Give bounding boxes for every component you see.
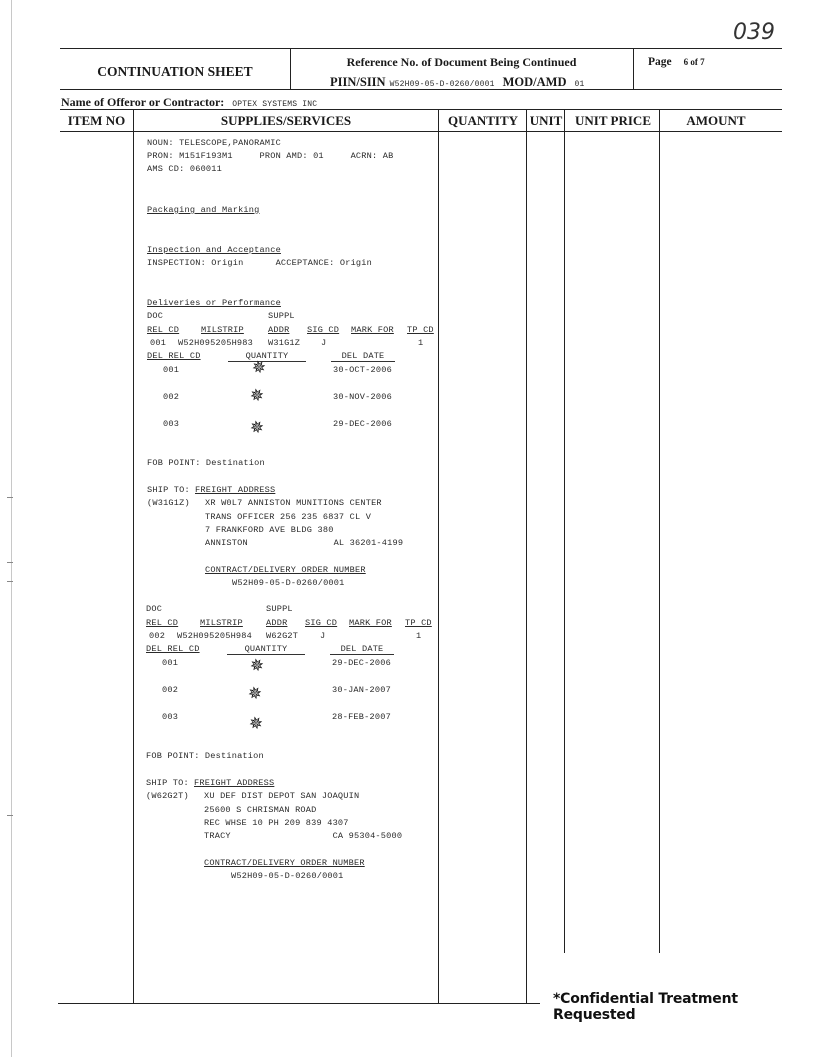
redacted-quantity-mark: ✵ bbox=[246, 682, 265, 706]
schedule-rel: 003 bbox=[162, 712, 179, 722]
handwritten-annotation: 039 bbox=[733, 20, 775, 45]
schedule-rel: 001 bbox=[162, 658, 179, 668]
address-line: 7 FRANKFORD AVE BLDG 380 bbox=[205, 525, 334, 535]
col-rule-item bbox=[133, 110, 134, 1003]
del-rel-cd-label: DEL REL CD bbox=[147, 351, 201, 361]
margin-tick bbox=[7, 581, 13, 582]
schedule-date: 30-OCT-2006 bbox=[333, 365, 392, 375]
scan-margin-rule bbox=[11, 0, 12, 1057]
tp-cd-label: TP CD bbox=[407, 325, 434, 335]
milstrip-label: MILSTRIP bbox=[200, 618, 243, 628]
addr-label: ADDR bbox=[268, 325, 290, 335]
address-line: 25600 S CHRISMAN ROAD bbox=[204, 805, 317, 815]
mod-label: MOD/AMD bbox=[502, 75, 567, 89]
col-item-no: ITEM NO bbox=[67, 113, 126, 128]
tp-cd-label: TP CD bbox=[405, 618, 432, 628]
quantity-label bbox=[228, 351, 306, 362]
schedule-date: 30-NOV-2006 bbox=[333, 392, 392, 402]
redacted-quantity-mark: ✵ bbox=[248, 416, 267, 440]
del-date-label-text: DEL DATE bbox=[340, 644, 384, 654]
fob-point: FOB POINT: Destination bbox=[146, 751, 264, 761]
item-noun: NOUN: TELESCOPE,PANORAMIC bbox=[147, 138, 281, 148]
inspection-line: INSPECTION: Origin ACCEPTANCE: Origin bbox=[147, 258, 372, 268]
item-pron: PRON: M151F193M1 PRON AMD: 01 ACRN: AB bbox=[147, 151, 394, 161]
address-line: REC WHSE 10 PH 209 839 4307 bbox=[204, 818, 349, 828]
rel-cd-label: REL CD bbox=[147, 325, 180, 335]
addr-value: W62G2T bbox=[266, 631, 299, 641]
redacted-quantity-mark: ✵ bbox=[248, 384, 267, 408]
piin-line bbox=[330, 73, 585, 91]
packaging-heading: Packaging and Marking bbox=[147, 205, 260, 215]
address-line: XU DEF DIST DEPOT SAN JOAQUIN bbox=[204, 791, 360, 801]
mark-for-label: MARK FOR bbox=[351, 325, 394, 335]
schedule-date: 29-DEC-2006 bbox=[332, 658, 391, 668]
address-line: TRACY CA 95304-5000 bbox=[204, 831, 403, 841]
col-rule-quantity bbox=[526, 110, 527, 1003]
suppl-label: SUPPL bbox=[268, 311, 295, 321]
redacted-quantity-mark: ✵ bbox=[248, 654, 267, 678]
header-top-rule bbox=[60, 48, 782, 49]
milstrip-label: MILSTRIP bbox=[201, 325, 244, 335]
ship-to-label: SHIP TO: bbox=[147, 485, 190, 495]
margin-tick bbox=[7, 815, 13, 816]
col-rule-unit bbox=[564, 110, 565, 953]
doc-label: DOC bbox=[146, 604, 163, 614]
order-number: W52H09-05-D-0260/0001 bbox=[231, 871, 344, 881]
ship-to-heading: FREIGHT ADDRESS bbox=[195, 485, 276, 495]
tp-cd-value: 1 bbox=[416, 631, 422, 641]
address-line: TRANS OFFICER 256 235 6837 CL V bbox=[205, 512, 372, 522]
deliveries-heading: Deliveries or Performance bbox=[147, 298, 281, 308]
address-line: XR W0L7 ANNISTON MUNITIONS CENTER bbox=[205, 498, 382, 508]
table-bottom-rule bbox=[58, 1003, 540, 1004]
ship-code: (W62G2T) bbox=[146, 791, 189, 801]
milstrip-value: W52H095205H983 bbox=[178, 338, 253, 348]
ship-to-label: SHIP TO: bbox=[146, 778, 189, 788]
addr-label: ADDR bbox=[266, 618, 288, 628]
address-line: ANNISTON AL 36201-4199 bbox=[205, 538, 404, 548]
col-rule-unit-price bbox=[659, 110, 660, 953]
order-heading: CONTRACT/DELIVERY ORDER NUMBER bbox=[204, 858, 365, 868]
sig-cd-label: SIG CD bbox=[305, 618, 338, 628]
schedule-rel: 002 bbox=[162, 685, 179, 695]
sig-cd-value: J bbox=[320, 631, 326, 641]
column-header-rule bbox=[60, 131, 782, 132]
offeror-value: OPTEX SYSTEMS INC bbox=[232, 100, 318, 109]
col-unit: UNIT bbox=[529, 113, 563, 128]
del-date-label-text: DEL DATE bbox=[341, 351, 385, 361]
sig-cd-value: J bbox=[321, 338, 327, 348]
offeror-rule bbox=[60, 109, 782, 110]
tp-cd-value: 1 bbox=[418, 338, 424, 348]
quantity-label-text: QUANTITY bbox=[244, 644, 288, 654]
mod-value: 01 bbox=[574, 80, 585, 89]
header-divider bbox=[633, 48, 634, 89]
page-indicator bbox=[648, 52, 705, 70]
margin-tick bbox=[7, 562, 13, 563]
item-ams: AMS CD: 060011 bbox=[147, 164, 222, 174]
offeror-label: Name of Offeror or Contractor: bbox=[61, 95, 225, 109]
fob-point: FOB POINT: Destination bbox=[147, 458, 265, 468]
sig-cd-label: SIG CD bbox=[307, 325, 340, 335]
doc-label: DOC bbox=[147, 311, 164, 321]
del-rel-cd-label: DEL REL CD bbox=[146, 644, 200, 654]
order-number: W52H09-05-D-0260/0001 bbox=[232, 578, 345, 588]
rel-cd-label: REL CD bbox=[146, 618, 179, 628]
schedule-rel: 003 bbox=[163, 419, 180, 429]
schedule-date: 28-FEB-2007 bbox=[332, 712, 391, 722]
reference-label: Reference No. of Document Being Continued bbox=[346, 55, 577, 69]
rel-cd-value: 001 bbox=[150, 338, 167, 348]
piin-label: PIIN/SIIN bbox=[330, 75, 386, 89]
milstrip-value: W52H095205H984 bbox=[177, 631, 252, 641]
col-supplies-services: SUPPLIES/SERVICES bbox=[220, 113, 352, 128]
ship-code: (W31G1Z) bbox=[147, 498, 190, 508]
confidential-notice: *Confidential Treatment Requested bbox=[553, 991, 738, 1023]
quantity-label-text: QUANTITY bbox=[245, 351, 289, 361]
suppl-label: SUPPL bbox=[266, 604, 293, 614]
inspection-heading: Inspection and Acceptance bbox=[147, 245, 281, 255]
sheet-title: CONTINUATION SHEET bbox=[97, 64, 253, 79]
page-value: 6 of 7 bbox=[683, 57, 705, 67]
col-amount: AMOUNT bbox=[686, 113, 746, 128]
rel-cd-value: 002 bbox=[149, 631, 166, 641]
del-date-label bbox=[330, 644, 394, 655]
addr-value: W31G1Z bbox=[268, 338, 301, 348]
schedule-date: 30-JAN-2007 bbox=[332, 685, 391, 695]
schedule-rel: 002 bbox=[163, 392, 180, 402]
schedule-rel: 001 bbox=[163, 365, 180, 375]
col-rule-supplies bbox=[438, 110, 439, 1003]
col-unit-price: UNIT PRICE bbox=[575, 113, 651, 128]
margin-tick bbox=[7, 497, 13, 498]
redacted-quantity-mark: ✵ bbox=[250, 356, 269, 380]
mark-for-label: MARK FOR bbox=[349, 618, 392, 628]
ship-to-heading: FREIGHT ADDRESS bbox=[194, 778, 275, 788]
piin-value: W52H09-05-D-0260/0001 bbox=[389, 80, 495, 89]
redacted-quantity-mark: ✵ bbox=[247, 712, 266, 736]
del-date-label bbox=[331, 351, 395, 362]
order-heading: CONTRACT/DELIVERY ORDER NUMBER bbox=[205, 565, 366, 575]
page-label: Page bbox=[648, 56, 672, 68]
schedule-date: 29-DEC-2006 bbox=[333, 419, 392, 429]
quantity-label bbox=[227, 644, 305, 655]
col-quantity: QUANTITY bbox=[447, 113, 519, 128]
